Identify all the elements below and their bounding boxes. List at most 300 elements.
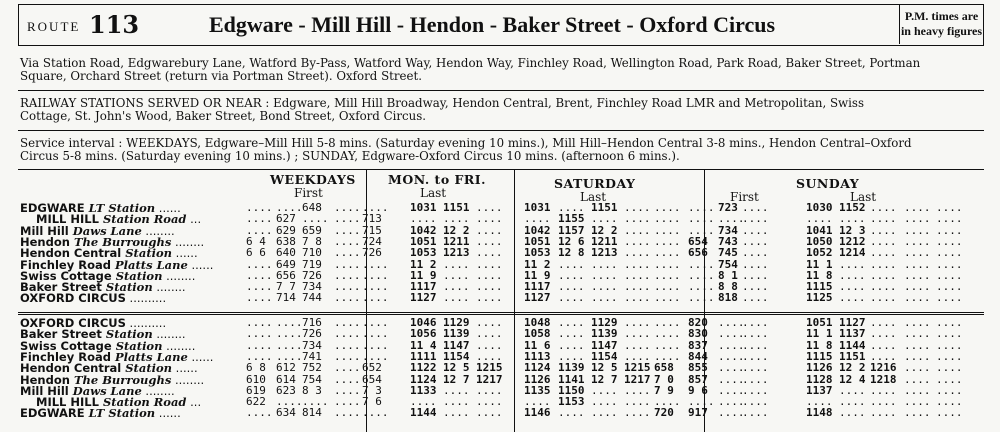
time-cell: 1031 (524, 201, 551, 214)
time-cell: 6 8 (246, 361, 266, 375)
leader-dots: ...... (155, 406, 181, 421)
time-cell: .... (334, 234, 361, 248)
time-cell: .... (334, 212, 361, 226)
time-cell: .... (839, 291, 866, 305)
time-cell: 11 9 (410, 268, 437, 282)
station-main: MILL HILL (36, 395, 99, 410)
station-main: OXFORD CIRCUS (20, 316, 126, 330)
time-cell: 1053 (524, 246, 551, 260)
time-cell: 1157 (558, 223, 585, 237)
time-cell: .... (246, 316, 273, 329)
time-cell: .... (476, 383, 503, 397)
time-cell: 622 (246, 395, 266, 409)
time-cell: .... (870, 327, 897, 341)
time-cell: 1150 (558, 383, 585, 397)
time-cell: .... (410, 212, 437, 226)
time-cell: .... (742, 338, 769, 352)
sunday-last-label: Last (850, 190, 877, 204)
time-cell: .... (624, 280, 651, 294)
interval-text (20, 137, 982, 163)
station-qualifier: Platts Lane (115, 349, 188, 364)
time-cell: .... (742, 280, 769, 294)
time-cell: .... (688, 257, 715, 271)
time-cell: .... (624, 395, 651, 409)
time-cell: .... (334, 223, 361, 237)
time-cell: 1213 (591, 246, 618, 260)
time-cell: .... (718, 338, 745, 352)
time-cell: .... (443, 257, 470, 271)
time-cell: 1129 (591, 316, 618, 329)
time-cell: .... (558, 280, 585, 294)
time-cell: 12 2 (591, 223, 618, 237)
time-cell: .... (870, 212, 897, 226)
time-cell: 11 8 (806, 338, 833, 352)
leader-dots: .......... (125, 291, 167, 306)
monfri-heading: MON. to FRI. (388, 172, 486, 187)
time-cell: 7 7 (276, 280, 296, 294)
station-main: EDGWARE (20, 201, 85, 215)
time-cell: 1215 (624, 361, 651, 375)
time-cell: .... (624, 201, 651, 214)
leader-dots: ........ (162, 338, 196, 353)
time-cell: 1127 (524, 291, 551, 305)
time-cell: .... (334, 406, 361, 420)
station-qualifier: Station Road (102, 212, 187, 227)
time-cell: .... (936, 361, 963, 375)
time-cell: 734 (718, 223, 738, 237)
time-cell: 11 2 (524, 257, 551, 271)
time-cell: .... (524, 212, 551, 226)
time-cell: 1217 (624, 372, 651, 386)
time-cell: .... (654, 201, 681, 214)
time-cell: 1211 (443, 234, 470, 248)
time-cell: 1111 (410, 349, 437, 363)
time-cell: 1148 (806, 406, 833, 420)
time-cell: 1042 (410, 223, 437, 237)
leader-dots: ........ (152, 280, 186, 295)
time-cell: 12 5 (443, 361, 470, 375)
time-cell: 1152 (839, 201, 866, 214)
time-cell: 656 (276, 268, 296, 282)
time-cell: .... (362, 406, 389, 420)
time-cell: .... (654, 246, 681, 260)
time-cell: 1126 (806, 361, 833, 375)
time-cell: .... (276, 327, 303, 341)
leader-dots: ........ (141, 383, 175, 398)
time-cell: 1147 (591, 338, 618, 352)
station-main: EDGWARE (20, 406, 85, 421)
time-cell: .... (558, 349, 585, 363)
time-cell: 6 6 (246, 246, 266, 260)
time-cell: 1154 (591, 349, 618, 363)
time-cell: 619 (246, 383, 266, 397)
time-cell: .... (904, 395, 931, 409)
time-cell: 7 8 (302, 234, 322, 248)
time-cell: 659 (302, 223, 322, 237)
time-cell: .... (302, 395, 329, 409)
time-cell: 612 (276, 361, 296, 375)
time-cell: .... (443, 395, 470, 409)
time-cell: .... (839, 383, 866, 397)
time-cell: 1141 (558, 372, 585, 386)
time-cell: .... (904, 268, 931, 282)
time-cell: 1122 (410, 361, 437, 375)
time-cell: .... (936, 316, 963, 329)
time-cell: .... (334, 383, 361, 397)
time-cell: 719 (302, 257, 322, 271)
time-cell: 1051 (524, 234, 551, 248)
time-cell: 629 (276, 223, 296, 237)
time-cell: .... (870, 201, 897, 214)
time-cell: 1058 (524, 327, 551, 341)
station-main: Hendon Central (20, 361, 122, 376)
time-cell: .... (936, 212, 963, 226)
time-cell: .... (591, 383, 618, 397)
time-cell: .... (654, 257, 681, 271)
station-qualifier: Station (115, 338, 163, 353)
time-cell: 7 3 (362, 383, 382, 397)
time-cell: .... (476, 291, 503, 305)
time-cell: 1125 (806, 291, 833, 305)
route-header (18, 4, 984, 46)
time-cell: .... (476, 257, 503, 271)
time-cell: 820 (688, 316, 708, 329)
time-cell: .... (302, 212, 329, 226)
time-cell: .... (742, 361, 769, 375)
time-cell: .... (246, 327, 273, 341)
station-main: Baker Street (20, 327, 102, 342)
station-main: MILL HILL (36, 212, 99, 227)
time-cell: .... (334, 280, 361, 294)
time-cell: .... (591, 291, 618, 305)
time-cell: 1031 (410, 201, 437, 214)
time-cell: .... (476, 280, 503, 294)
time-cell: .... (936, 349, 963, 363)
time-cell: 654 (362, 372, 382, 386)
time-cell: .... (904, 361, 931, 375)
time-cell: .... (839, 395, 866, 409)
time-cell: .... (742, 257, 769, 271)
time-cell: .... (624, 316, 651, 329)
time-cell: 716 (302, 316, 322, 329)
station-main: Baker Street (20, 280, 102, 295)
time-cell: .... (742, 395, 769, 409)
time-cell: .... (591, 395, 618, 409)
route-label: ROUTE (27, 19, 81, 34)
railway-text (20, 97, 982, 123)
time-cell: .... (334, 246, 361, 260)
time-cell: .... (904, 201, 931, 214)
time-cell: 1216 (870, 361, 897, 375)
time-cell: .... (654, 212, 681, 226)
time-cell: .... (936, 395, 963, 409)
time-cell: .... (276, 338, 303, 352)
time-cell: .... (591, 406, 618, 420)
saturday-last-label: Last (580, 190, 607, 204)
time-cell: 11 1 (806, 257, 833, 271)
leader-dots: ........ (141, 223, 175, 238)
time-cell: .... (654, 223, 681, 237)
time-cell: 12 7 (591, 372, 618, 386)
station-qualifier: The Burroughs (73, 234, 172, 249)
time-cell: .... (654, 268, 681, 282)
time-cell: 12 6 (558, 234, 585, 248)
time-cell: 652 (362, 361, 382, 375)
time-cell: .... (904, 246, 931, 260)
time-cell: 1053 (410, 246, 437, 260)
station-name (20, 291, 166, 305)
time-cell: .... (362, 338, 389, 352)
time-cell: .... (742, 372, 769, 386)
station-qualifier: Station (125, 246, 173, 261)
time-cell: 814 (302, 406, 322, 420)
time-cell: .... (904, 212, 931, 226)
time-cell: .... (936, 383, 963, 397)
time-cell: 1139 (558, 361, 585, 375)
time-cell: .... (718, 395, 745, 409)
time-cell: .... (742, 316, 769, 329)
time-cell: .... (904, 257, 931, 271)
time-cell: 11 1 (806, 327, 833, 341)
time-cell: .... (246, 223, 273, 237)
time-cell: 754 (718, 257, 738, 271)
time-cell: 1218 (870, 372, 897, 386)
time-cell: .... (904, 291, 931, 305)
time-cell: .... (476, 349, 503, 363)
time-cell: 1212 (839, 234, 866, 248)
time-cell: .... (591, 212, 618, 226)
time-cell: .... (870, 234, 897, 248)
time-cell: .... (904, 316, 931, 329)
station-main: Mill Hill (20, 383, 69, 398)
time-cell: .... (839, 257, 866, 271)
time-cell: .... (688, 201, 715, 214)
leader-dots: ... (186, 395, 202, 410)
time-cell: 714 (276, 291, 296, 305)
time-cell: 1051 (410, 234, 437, 248)
leader-dots: ........ (171, 372, 205, 387)
time-cell: 7 0 (654, 372, 674, 386)
time-cell: .... (591, 268, 618, 282)
time-cell: 1127 (410, 291, 437, 305)
time-cell: 724 (362, 234, 382, 248)
time-cell: .... (839, 268, 866, 282)
time-cell: 634 (276, 406, 296, 420)
time-cell: .... (870, 280, 897, 294)
time-cell: 8 1 (718, 268, 738, 282)
time-cell: .... (558, 316, 585, 329)
time-cell: .... (624, 246, 651, 260)
time-cell: .... (688, 212, 715, 226)
time-cell: 12 3 (839, 223, 866, 237)
time-cell: .... (870, 338, 897, 352)
time-cell: .... (276, 316, 303, 329)
time-cell: .... (591, 257, 618, 271)
time-cell: .... (624, 406, 651, 420)
station-qualifier: Platts Lane (115, 257, 188, 272)
time-cell: .... (362, 327, 389, 341)
time-cell: .... (476, 212, 503, 226)
time-cell: .... (904, 349, 931, 363)
time-cell: 648 (302, 201, 322, 214)
time-cell: 1133 (410, 383, 437, 397)
time-cell: 12 5 (591, 361, 618, 375)
time-cell: .... (476, 316, 503, 329)
time-cell: 720 (654, 406, 674, 420)
time-cell: .... (904, 327, 931, 341)
time-cell: .... (246, 338, 273, 352)
time-cell: .... (334, 338, 361, 352)
time-cell: .... (443, 280, 470, 294)
time-cell: 1215 (476, 361, 503, 375)
route-number: 113 (89, 10, 140, 39)
station-main: OXFORD CIRCUS (20, 291, 126, 306)
time-cell: .... (624, 212, 651, 226)
time-cell: .... (904, 223, 931, 237)
time-cell: .... (718, 212, 745, 226)
time-cell: .... (870, 268, 897, 282)
time-cell: 1051 (806, 316, 833, 329)
interval-line1: Service interval : WEEKDAYS, Edgware–Mill Hill 5-8 mins. (Saturday evening 10 mins.), Mill Hill–Hendon Central 3-8 mins., Hendon Central–Oxford (20, 136, 912, 150)
time-cell: 1154 (443, 349, 470, 363)
route-title: Edgware - Mill Hill - Hendon - Baker Street - Oxford Circus (209, 12, 776, 37)
time-cell: 713 (362, 212, 382, 226)
time-cell: 1151 (443, 201, 470, 214)
leader-dots: ........ (162, 268, 196, 283)
time-cell: .... (718, 327, 745, 341)
time-cell: .... (870, 316, 897, 329)
direction-divider (18, 312, 984, 315)
time-cell: .... (904, 383, 931, 397)
via-line2: Square, Orchard Street (return via Portman Street). Oxford Street. (20, 69, 422, 83)
time-cell: .... (334, 349, 361, 363)
time-cell: .... (654, 280, 681, 294)
time-cell: .... (936, 257, 963, 271)
time-cell: .... (443, 291, 470, 305)
time-cell: 734 (302, 280, 322, 294)
time-cell: 9 6 (688, 383, 708, 397)
station-qualifier: Station Road (102, 395, 187, 410)
time-cell: 1050 (806, 234, 833, 248)
time-cell: 1052 (806, 246, 833, 260)
time-cell: 754 (302, 372, 322, 386)
station-qualifier: LT Station (88, 201, 156, 215)
time-cell: .... (624, 257, 651, 271)
time-cell: 837 (688, 338, 708, 352)
station-main: Swiss Cottage (20, 268, 112, 283)
time-cell: 623 (276, 383, 296, 397)
time-cell: .... (443, 212, 470, 226)
time-cell: 1137 (806, 383, 833, 397)
time-cell: .... (334, 372, 361, 386)
time-cell: .... (654, 349, 681, 363)
station-main: Finchley Road (20, 257, 111, 272)
time-cell: .... (742, 234, 769, 248)
time-cell: .... (742, 246, 769, 260)
time-cell: .... (624, 268, 651, 282)
divider (18, 90, 984, 91)
time-cell: .... (443, 268, 470, 282)
time-cell: 1042 (524, 223, 551, 237)
station-main: Hendon (20, 234, 70, 249)
time-cell: 1135 (524, 383, 551, 397)
time-cell: 7 6 (362, 395, 382, 409)
time-cell: .... (870, 349, 897, 363)
time-cell: 1127 (839, 316, 866, 329)
time-cell: .... (742, 327, 769, 341)
time-cell: .... (246, 201, 273, 214)
time-cell: 726 (302, 268, 322, 282)
railway-line1: RAILWAY STATIONS SERVED OR NEAR : Edgware, Mill Hill Broadway, Hendon Central, Brent, Finchley Road LMR and Metropolitan, Swiss (20, 96, 865, 110)
time-cell: .... (936, 234, 963, 248)
time-cell: 1113 (524, 349, 551, 363)
timetable (18, 4, 994, 432)
time-cell: 830 (688, 327, 708, 341)
time-cell: 627 (276, 212, 296, 226)
time-cell: 1151 (839, 349, 866, 363)
time-cell: .... (246, 280, 273, 294)
leader-dots: ...... (155, 201, 181, 215)
time-cell: 610 (246, 372, 266, 386)
time-cell: .... (558, 291, 585, 305)
time-cell: .... (476, 395, 503, 409)
time-cell: .... (688, 223, 715, 237)
time-cell: .... (904, 338, 931, 352)
time-cell: 1155 (558, 212, 585, 226)
station-qualifier: Station (125, 361, 173, 376)
time-cell: 1030 (806, 201, 833, 214)
time-cell: 1115 (806, 280, 833, 294)
time-cell: .... (558, 201, 585, 214)
time-cell: .... (870, 291, 897, 305)
time-cell: 1115 (806, 349, 833, 363)
time-cell: 1144 (410, 406, 437, 420)
time-cell: 1126 (524, 372, 551, 386)
time-cell: .... (839, 280, 866, 294)
time-cell: .... (476, 234, 503, 248)
time-cell: .... (591, 280, 618, 294)
station-main: Mill Hill (20, 223, 69, 238)
time-cell: .... (904, 280, 931, 294)
time-cell: .... (246, 268, 273, 282)
time-cell: 715 (362, 223, 382, 237)
time-cell: .... (276, 349, 303, 363)
time-cell: .... (936, 338, 963, 352)
time-cell: .... (246, 291, 273, 305)
time-cell: .... (839, 406, 866, 420)
time-cell: .... (718, 316, 745, 329)
time-cell: 1124 (410, 372, 437, 386)
time-cell: .... (742, 383, 769, 397)
time-cell: .... (476, 406, 503, 420)
time-cell: 1128 (806, 372, 833, 386)
time-cell: .... (476, 223, 503, 237)
time-cell: .... (742, 201, 769, 214)
time-cell: .... (334, 395, 361, 409)
station-qualifier: Station (115, 268, 163, 283)
time-cell: .... (936, 327, 963, 341)
time-cell: 11 9 (524, 268, 551, 282)
time-cell: .... (936, 223, 963, 237)
time-cell: 1211 (591, 234, 618, 248)
sunday-heading: SUNDAY (796, 176, 860, 191)
leader-dots: ........ (152, 327, 186, 342)
time-cell: .... (688, 280, 715, 294)
time-cell: 1146 (524, 406, 551, 420)
time-cell: .... (870, 223, 897, 237)
time-cell: .... (476, 201, 503, 214)
time-cell: .... (476, 246, 503, 260)
